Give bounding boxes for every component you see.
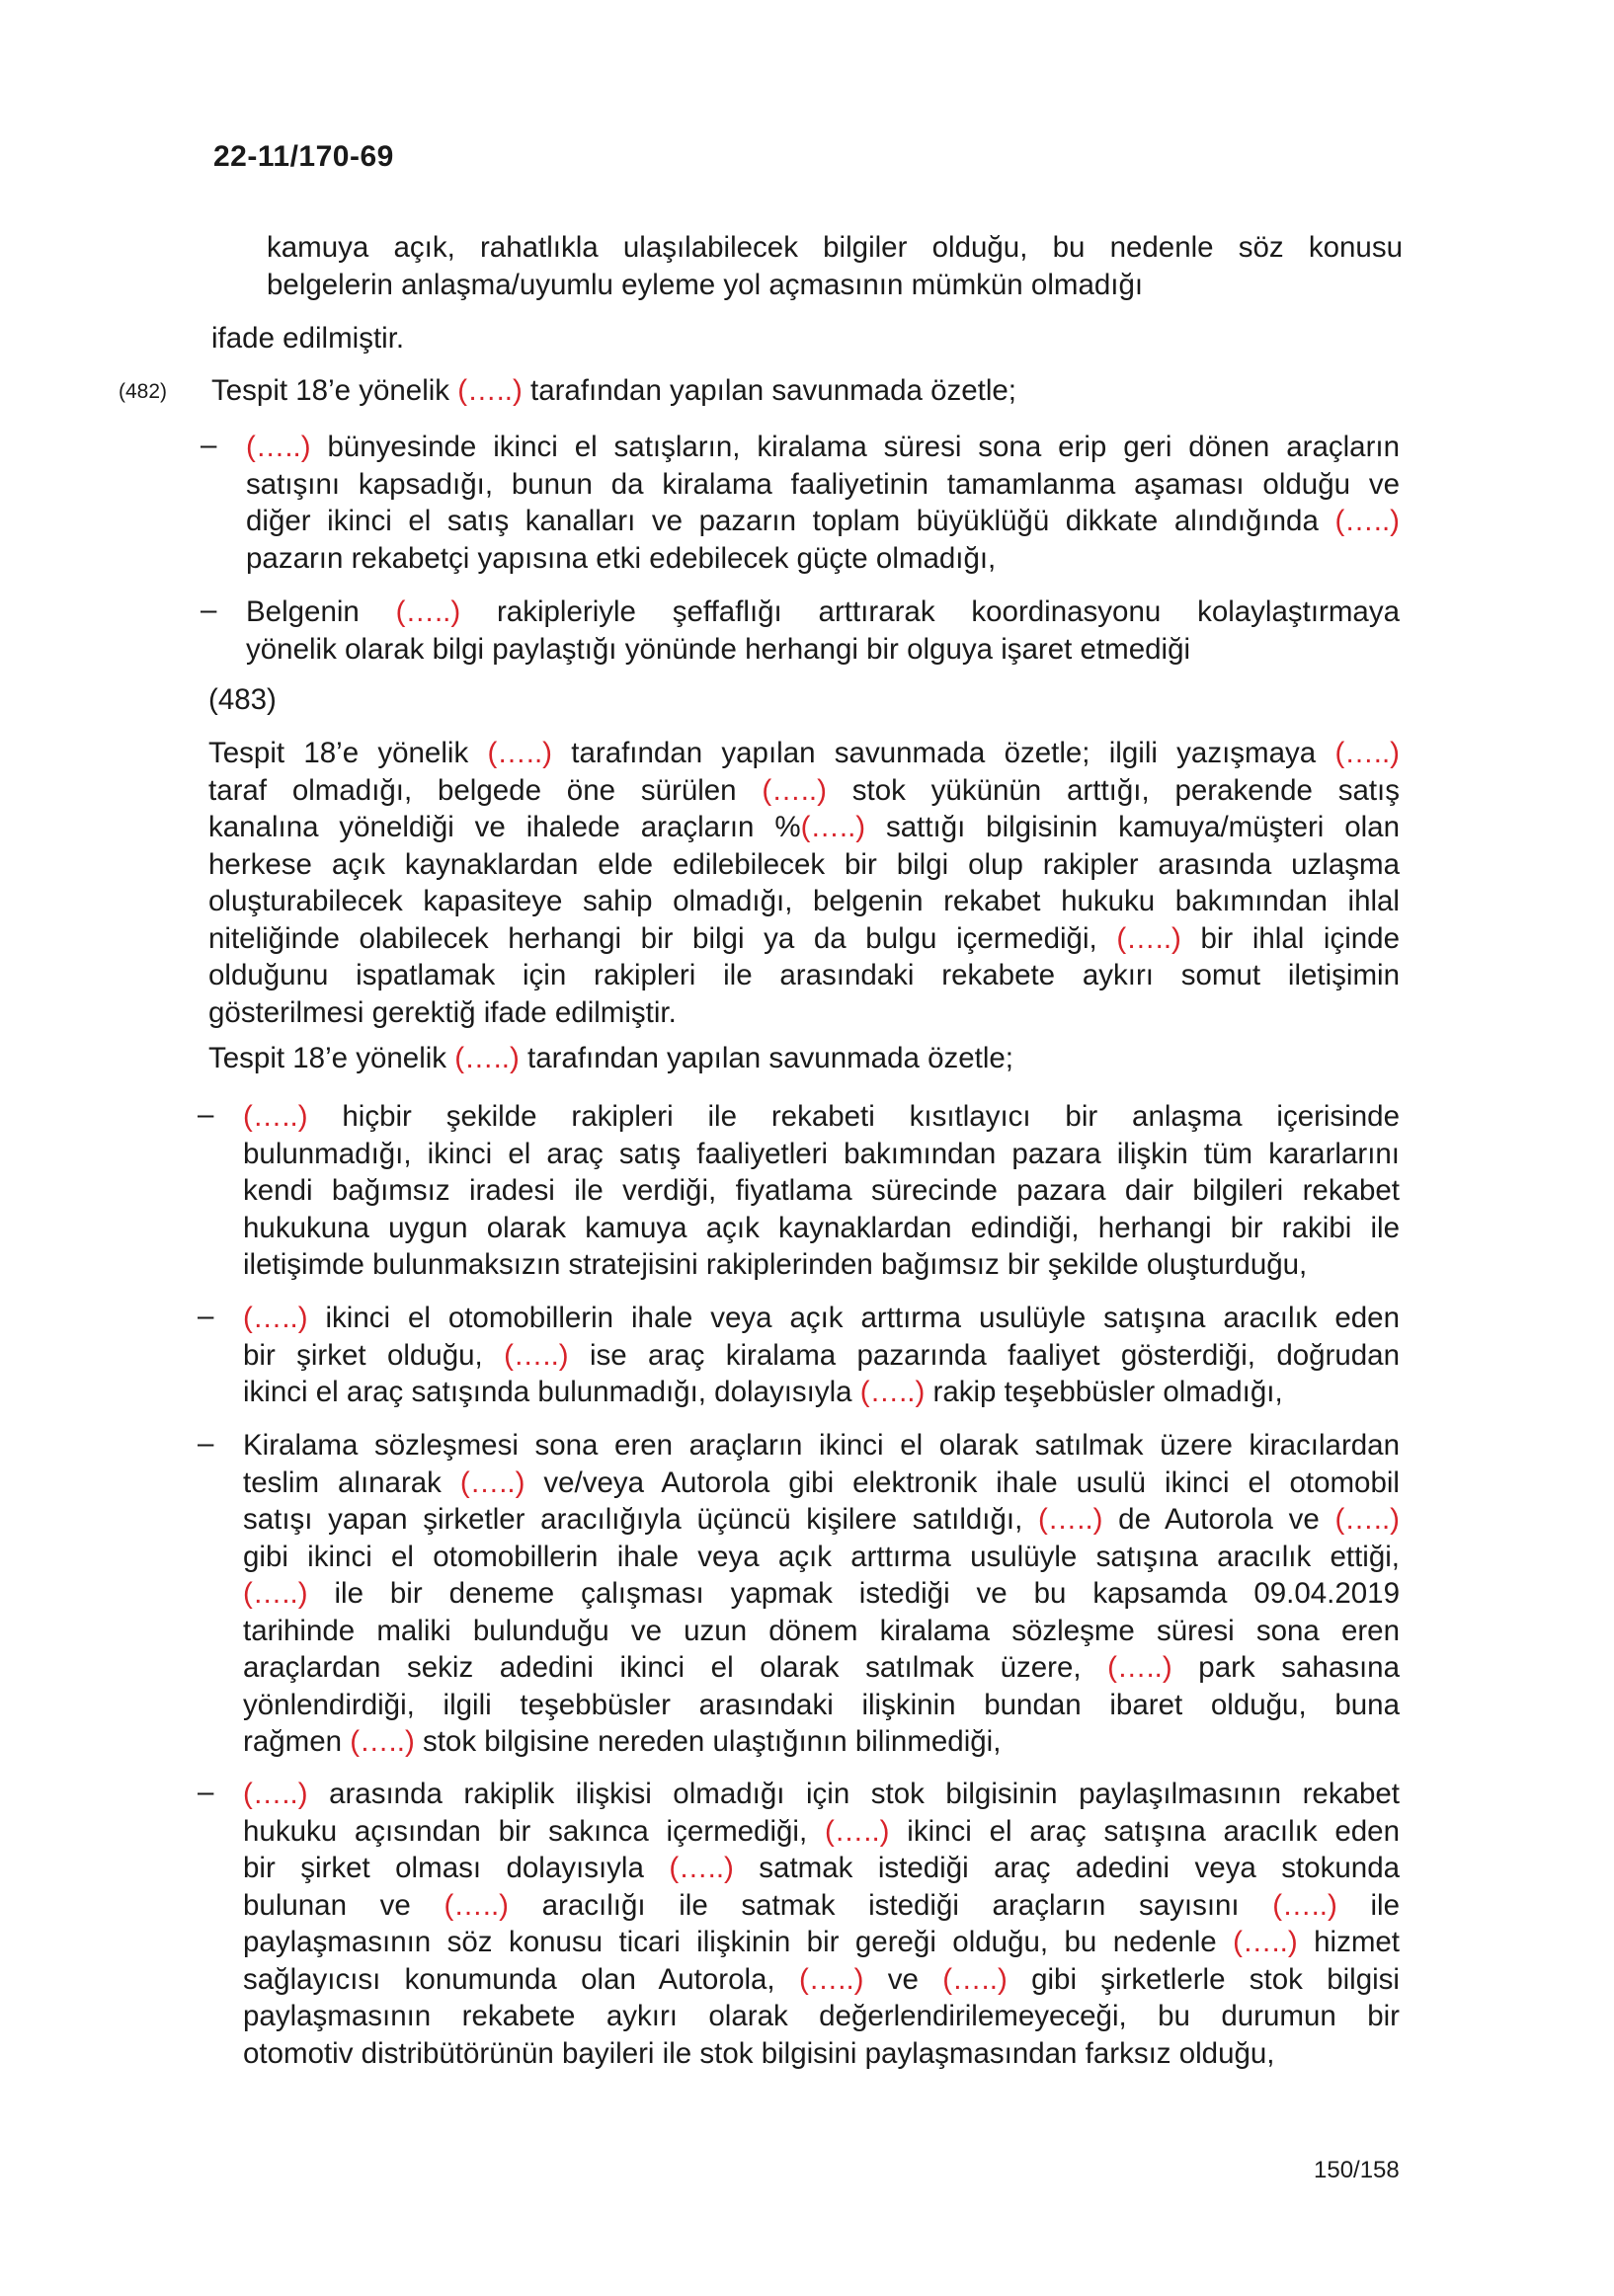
- text-line: [243, 1098, 1400, 1136]
- text-segment: belgelerin anlaşma/uyumlu eyleme yol açmasının mümkün olmadığı: [267, 268, 1144, 301]
- text-segment: araçlardan sekiz adedini ikinci el olarak satılmak üzere,: [243, 1651, 1108, 1684]
- text-line: [208, 957, 1400, 994]
- paragraph-482-bullet-1: [246, 429, 1400, 577]
- text-line: [246, 594, 1400, 631]
- redaction-marker: (…..): [504, 1338, 569, 1372]
- redaction-marker: (…..): [1037, 1503, 1103, 1536]
- text-line: [243, 1539, 1400, 1576]
- text-segment: hizmet: [1297, 1926, 1400, 1958]
- text-segment: sattığı bilgisinin kamuya/müşteri olan: [865, 811, 1400, 843]
- text-line: [208, 772, 1400, 810]
- text-line: [243, 1687, 1400, 1724]
- text-segment: sağlayıcısı konumunda olan Autorola,: [243, 1962, 799, 1996]
- text-segment: ikinci el araç satışında bulunmadığı, dolayısıyla: [243, 1376, 860, 1408]
- redaction-marker: (…..): [942, 1962, 1008, 1996]
- text-segment: yönlendirdiği, ilgili teşebbüsler arasındaki ilişkinin bundan ibaret olduğu, buna: [243, 1688, 1400, 1721]
- text-line: [208, 1040, 1394, 1077]
- bullet-dash: –: [198, 1098, 214, 1131]
- text-segment: Tespit 18’e yönelik: [211, 374, 458, 407]
- text-segment: ve: [863, 1962, 943, 1996]
- text-segment: kendi bağımsız iradesi ile verdiği, fiyatlama sürecinde pazara dair bilgileri rekabet: [243, 1174, 1400, 1207]
- text-segment: arasında rakiplik ilişkisi olmadığı için stok bilgisinin paylaşılmasının rekabet: [307, 1778, 1400, 1810]
- redaction-marker: (…..): [243, 1302, 308, 1334]
- text-line: [243, 1246, 1400, 1284]
- redaction-marker: (…..): [1272, 1888, 1337, 1922]
- paragraph-number: (482): [119, 380, 168, 403]
- text-line: [208, 846, 1400, 884]
- redaction-marker: (…..): [1334, 737, 1400, 769]
- text-segment: hukuku açısından bir sakınca içermediği,: [243, 1814, 825, 1848]
- text-line: [243, 1172, 1400, 1210]
- text-line: [243, 1465, 1400, 1502]
- text-segment: rağmen: [243, 1725, 351, 1758]
- bullet-dash: –: [201, 594, 217, 626]
- redaction-marker: (…..): [1233, 1926, 1298, 1958]
- text-line: [246, 466, 1400, 504]
- text-segment: bir ihlal içinde: [1180, 921, 1400, 955]
- text-segment: ikinci el araç satışına aracılık eden: [889, 1814, 1401, 1848]
- text-segment: rakip teşebbüsler olmadığı,: [925, 1376, 1283, 1408]
- redaction-marker: (…..): [243, 1100, 308, 1133]
- text-segment: olduğunu ispatlamak için rakipleri ile arasındaki rekabete aykırı somut iletişimin: [208, 959, 1400, 991]
- text-segment: oluşturabilecek kapasiteye sahip olmadığı, belgenin rekabet hukuku bakımından ihlal: [208, 885, 1400, 917]
- text-line: [243, 1337, 1400, 1375]
- text-line: [243, 1649, 1400, 1687]
- text-line: [208, 883, 1400, 920]
- redaction-marker: (…..): [246, 431, 311, 463]
- text-line: [246, 631, 1400, 669]
- text-segment: paylaşmasının rekabete aykırı olarak değerlendirilemeyeceği, bu durumun bir: [243, 2000, 1400, 2032]
- text-segment: ile bir deneme çalışması yapmak istediği ve bu kapsamda 09.04.2019: [307, 1577, 1400, 1610]
- paragraph-484-lead: [208, 1040, 1394, 1077]
- text-segment: niteliğinde olabilecek herhangi bir bilgi ya da bulgu içermediği,: [208, 921, 1117, 955]
- redaction-marker: (…..): [243, 1577, 308, 1610]
- text-segment: park sahasına: [1171, 1651, 1400, 1684]
- redaction-marker: (…..): [454, 1042, 520, 1074]
- redaction-marker: (…..): [444, 1888, 509, 1922]
- text-segment: bir şirket olduğu,: [243, 1338, 505, 1372]
- paragraph-484-bullet-3: [243, 1427, 1400, 1761]
- text-line: [243, 1723, 1400, 1761]
- text-line: [243, 1887, 1400, 1925]
- paragraph-483: [208, 735, 1400, 1031]
- text-segment: bünyesinde ikinci el satışların, kiralama süresi sona erip geri dönen araçların: [310, 431, 1400, 463]
- text-line: [243, 1136, 1400, 1173]
- text-segment: hiçbir şekilde rakipleri ile rekabeti kısıtlayıcı bir anlaşma içerisinde: [307, 1100, 1400, 1133]
- text-segment: kamuya açık, rahatlıkla ulaşılabilecek bilgiler olduğu, bu nedenle söz konusu: [267, 231, 1403, 264]
- bullet-dash: –: [198, 1427, 214, 1460]
- text-segment: yönelik olarak bilgi paylaştığı yönünde herhangi bir olguya işaret etmediği: [246, 632, 1191, 666]
- redaction-marker: (…..): [1107, 1651, 1172, 1684]
- intro-closing-line: ifade edilmiştir.: [211, 322, 405, 355]
- text-line: [211, 372, 1397, 410]
- redaction-marker: (…..): [669, 1852, 734, 1884]
- text-segment: stok bilgisine nereden ulaştığının bilinmediği,: [414, 1725, 1002, 1758]
- text-segment: pazarın rekabetçi yapısına etki edebilecek güçte olmadığı,: [246, 541, 997, 575]
- paragraph-482-lead: [211, 372, 1397, 410]
- text-line: [243, 1813, 1400, 1851]
- text-segment: bulunmadığı, ikinci el araç satış faaliyetleri bakımından pazara ilişkin tüm kararlarını: [243, 1137, 1400, 1170]
- text-segment: tarafından yapılan savunmada özetle; ilgili yazışmaya: [552, 737, 1335, 769]
- text-line: [208, 994, 1400, 1032]
- text-line: [243, 1613, 1400, 1650]
- intro-paragraph: [267, 229, 1403, 303]
- text-segment: kanalına yöneldiği ve ihalede araçların %: [208, 811, 801, 843]
- redaction-marker: (…..): [824, 1814, 890, 1848]
- redaction-marker: (…..): [800, 811, 866, 843]
- text-segment: taraf olmadığı, belgede öne sürülen: [208, 773, 763, 807]
- text-line: [243, 2035, 1400, 2073]
- redaction-marker: (…..): [459, 1465, 525, 1499]
- text-line: [243, 1427, 1400, 1465]
- text-segment: herkese açık kaynaklardan elde edilebilecek bir bilgi olup rakipler arasında uzlaşma: [208, 847, 1400, 881]
- redaction-marker: (…..): [1116, 921, 1181, 955]
- text-line: [246, 540, 1400, 578]
- paragraph-484-bullet-2: [243, 1300, 1400, 1411]
- text-line: [208, 920, 1400, 958]
- text-segment: ise araç kiralama pazarında faaliyet gösterdiği, doğrudan: [568, 1338, 1400, 1372]
- paragraph-482-closing-line: (483): [208, 683, 277, 716]
- text-line: [243, 1300, 1400, 1337]
- text-segment: bulunan ve: [243, 1888, 444, 1922]
- text-line: [267, 267, 1403, 304]
- text-segment: ile: [1336, 1888, 1400, 1922]
- text-segment: iletişimde bulunmaksızın stratejisini rakiplerinden bağımsız bir şekilde oluşturduğu,: [243, 1248, 1308, 1281]
- paragraph-484-bullet-4: [243, 1776, 1400, 2072]
- text-segment: gösterilmesi gerektiğ ifade edilmiştir.: [208, 995, 677, 1029]
- redaction-marker: (…..): [859, 1376, 926, 1408]
- text-segment: de Autorola ve: [1102, 1503, 1335, 1536]
- text-segment: aracılığı ile satmak istediği araçların sayısını: [508, 1888, 1273, 1922]
- text-segment: paylaşmasının söz konusu ticari ilişkinin bir gereği olduğu, bu nedenle: [243, 1926, 1234, 1958]
- text-segment: Belgenin: [246, 595, 396, 628]
- text-line: [243, 1998, 1400, 2035]
- intro-closing-text: [211, 320, 804, 357]
- text-segment: gibi şirketlerle stok bilgisi: [1007, 1962, 1400, 1996]
- redaction-marker: (…..): [798, 1962, 864, 1996]
- redaction-marker: (…..): [350, 1725, 415, 1758]
- document-id: 22-11/170-69: [213, 140, 394, 173]
- text-segment: Tespit 18’e yönelik: [208, 1042, 455, 1074]
- text-segment: diğer ikinci el satış kanalları ve pazarın toplam büyüklüğü dikkate alındığında: [246, 505, 1335, 537]
- text-line: [243, 1776, 1400, 1813]
- text-segment: ve/veya Autorola gibi elektronik ihale usulü ikinci el otomobil: [525, 1465, 1400, 1499]
- text-segment: ikinci el otomobillerin ihale veya açık arttırma usulüyle satışına aracılık eden: [307, 1302, 1400, 1334]
- redaction-marker: (…..): [762, 773, 827, 807]
- text-segment: Kiralama sözleşmesi sona eren araçların ikinci el olarak satılmak üzere kiracılardan: [243, 1429, 1400, 1462]
- redaction-marker: (…..): [1334, 505, 1400, 537]
- paragraph-482-bullet-2: [246, 594, 1400, 668]
- text-segment: satmak istediği araç adedini veya stokunda: [733, 1852, 1401, 1884]
- page-number: 150/158: [1314, 2157, 1400, 2183]
- text-line: [246, 503, 1400, 540]
- text-segment: stok yükünün arttığı, perakende satış: [826, 773, 1400, 807]
- text-line: [208, 735, 1400, 772]
- redaction-marker: (…..): [243, 1778, 308, 1810]
- text-segment: satışı yapan şirketler aracılığıyla üçüncü kişilere satıldığı,: [243, 1503, 1038, 1536]
- paragraph-482-closing-text: [208, 681, 801, 719]
- text-segment: gibi ikinci el otomobillerin ihale veya açık arttırma usulüyle satışına aracılık ettiği,: [243, 1540, 1400, 1573]
- text-line: [243, 1850, 1400, 1887]
- text-segment: otomotiv distribütörünün bayileri ile stok bilgisini paylaşmasından farksız olduğu,: [243, 2036, 1275, 2070]
- text-line: [243, 1210, 1400, 1247]
- text-line: [243, 1575, 1400, 1613]
- text-segment: bir şirket olması dolayısıyla: [243, 1852, 670, 1884]
- paragraph-484-bullet-1: [243, 1098, 1400, 1284]
- text-line: [243, 1961, 1400, 1999]
- text-segment: rakipleriyle şeffaflığı arttırarak koordinasyonu kolaylaştırmaya: [460, 595, 1400, 628]
- text-segment: Tespit 18’e yönelik: [208, 737, 488, 769]
- text-line: [243, 1501, 1400, 1539]
- redaction-marker: (…..): [457, 374, 523, 407]
- text-segment: teslim alınarak: [243, 1465, 460, 1499]
- bullet-dash: –: [198, 1776, 214, 1808]
- redaction-marker: (…..): [395, 595, 461, 628]
- text-segment: tarihinde maliki bulunduğu ve uzun dönem kiralama sözleşme süresi sona eren: [243, 1614, 1400, 1647]
- text-line: [267, 229, 1403, 267]
- text-line: [243, 1374, 1400, 1411]
- bullet-dash: –: [201, 429, 217, 461]
- text-segment: tarafından yapılan savunmada özetle;: [519, 1042, 1014, 1074]
- text-segment: satışını kapsadığı, bunun da kiralama faaliyetinin tamamlanma aşaması olduğu ve: [246, 467, 1400, 501]
- text-line: [243, 1924, 1400, 1961]
- bullet-dash: –: [198, 1300, 214, 1332]
- text-line: [208, 809, 1400, 846]
- text-segment: hukukuna uygun olarak kamuya açık kaynaklardan edindiği, herhangi bir rakibi ile: [243, 1211, 1400, 1244]
- redaction-marker: (…..): [1334, 1503, 1400, 1536]
- redaction-marker: (…..): [487, 737, 553, 769]
- text-line: [246, 429, 1400, 466]
- text-segment: tarafından yapılan savunmada özetle;: [522, 374, 1017, 407]
